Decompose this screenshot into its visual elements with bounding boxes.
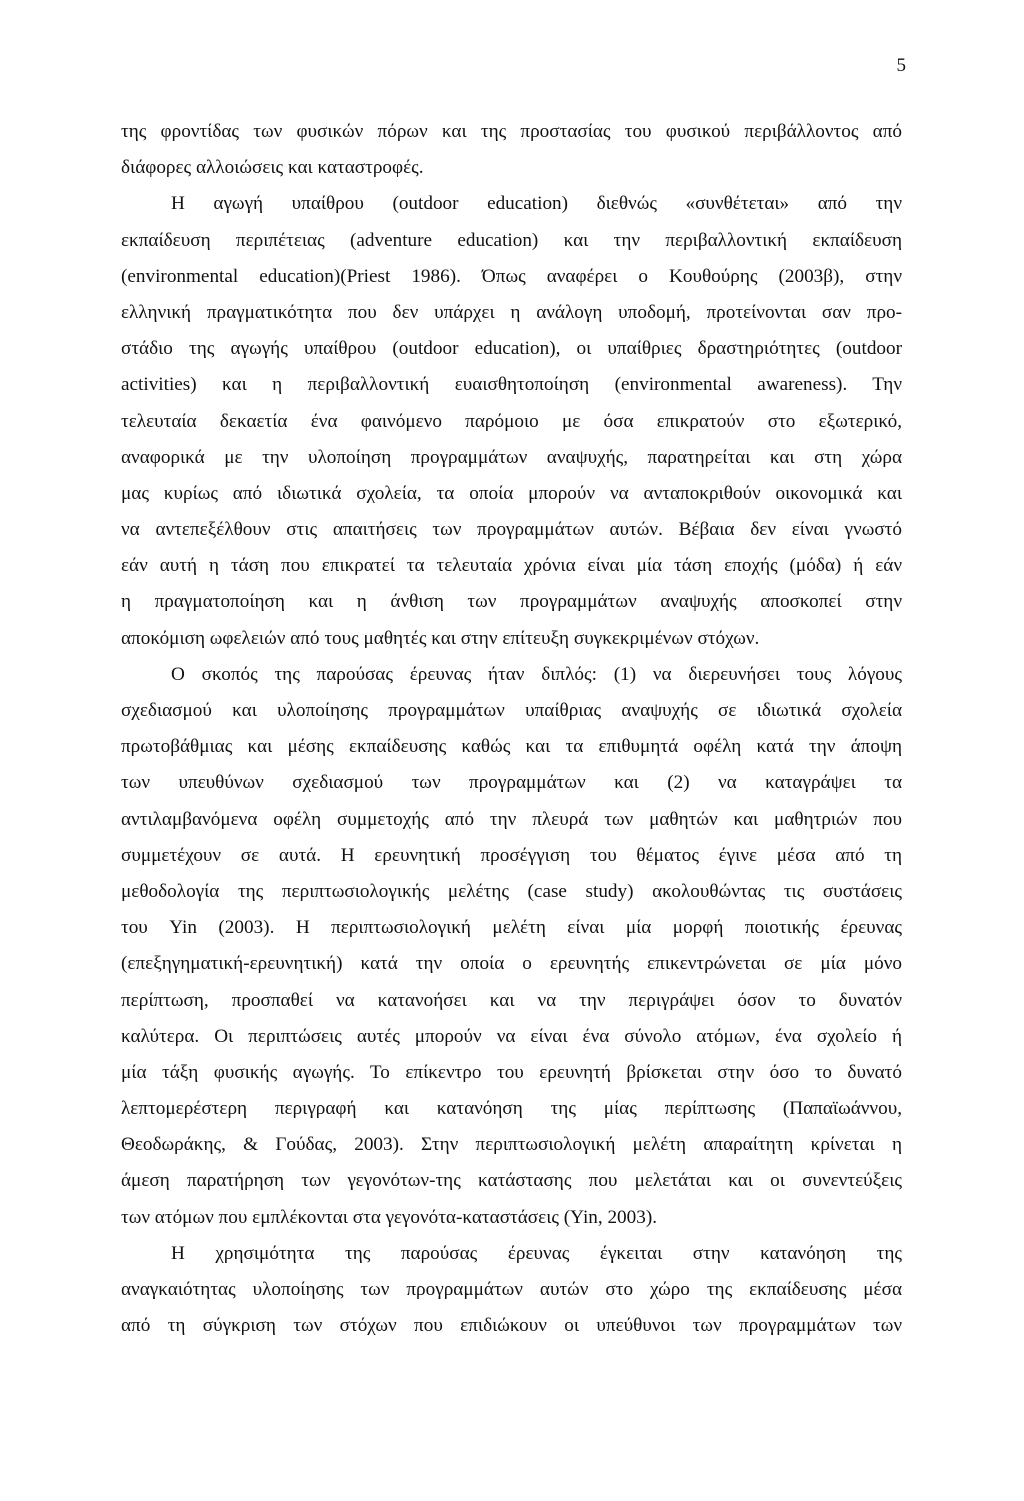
text-line: διάφορες αλλοιώσεις και καταστροφές. (121, 157, 424, 179)
body-text (121, 114, 902, 1344)
text-line: (επεξηγηματική-ερευνητική) κατά την οποία ο ερευνητής επικεντρώνεται σε μία μόνο (121, 953, 902, 975)
text-line: περίπτωση, προσπαθεί να κατανοήσει και να την περιγράψει όσον το δυνατόν (121, 989, 902, 1011)
text-line: συμμετέχουν σε αυτά. Η ερευνητική προσέγγιση του θέματος έγινε μέσα από τη (121, 844, 902, 866)
text-line: αναγκαιότητας υλοποίησης των προγραμμάτων αυτών στο χώρο της εκπαίδευσης μέσα (121, 1279, 902, 1300)
text-line: Η αγωγή υπαίθρου (outdoor education) διεθνώς «συνθέτεται» από την (171, 193, 902, 215)
text-line: Θεοδωράκης, & Γούδας, 2003). Στην περιπτωσιολογική μελέτη απαραίτητη κρίνεται η (121, 1134, 902, 1156)
text-line: αναφορικά με την υλοποίηση προγραμμάτων αναψυχής, παρατηρείται και στη χώρα (121, 446, 902, 468)
text-line: εάν αυτή η τάση που επικρατεί τα τελευταία χρόνια είναι μία τάση εποχής (μόδα) ή εάν (121, 555, 902, 577)
text-line: λεπτομερέστερη περιγραφή και κατανόηση της μίας περίπτωσης (Παπαϊωάννου, (121, 1098, 902, 1120)
text-line: στάδιο της αγωγής υπαίθρου (outdoor education), οι υπαίθριες δραστηριότητες (outdoor (121, 338, 902, 360)
text-line: σχεδιασμού και υλοποίησης προγραμμάτων υπαίθριας αναψυχής σε ιδιωτικά σχολεία (121, 700, 902, 721)
text-line: (environmental education)(Priest 1986). Όπως αναφέρει ο Κουθούρης (2003β), στην (121, 265, 902, 287)
text-line: της φροντίδας των φυσικών πόρων και της προστασίας του φυσικού περιβάλλοντος από (121, 121, 902, 142)
text-line: μία τάξη φυσικής αγωγής. Το επίκεντρο του ερευνητή βρίσκεται στην όσο το δυνατό (121, 1061, 902, 1083)
text-line: μεθοδολογία της περιπτωσιολογικής μελέτης (case study) ακολουθώντας τις συστάσεις (121, 880, 902, 902)
text-line: ελληνική πραγματικότητα που δεν υπάρχει η ανάλογη υποδομή, προτείνονται σαν προ- (121, 301, 902, 323)
text-line: Ο σκοπός της παρούσας έρευνας ήταν διπλός: (1) να διερευνήσει τους λόγους (171, 663, 902, 685)
text-line: καλύτερα. Οι περιπτώσεις αυτές μπορούν να είναι ένα σύνολο ατόμων, ένα σχολείο ή (121, 1025, 902, 1047)
text-line: μας κυρίως από ιδιωτικά σχολεία, τα οποία μπορούν να ανταποκριθούν οικονομικά και (121, 482, 902, 504)
text-line: άμεση παρατήρηση των γεγονότων-της κατάστασης που μελετάται και οι συνεντεύξεις (121, 1170, 902, 1192)
text-line: εκπαίδευση περιπέτειας (adventure education) και την περιβαλλοντική εκπαίδευση (121, 229, 902, 251)
text-line: να αντεπεξέλθουν στις απαιτήσεις των προγραμμάτων αυτών. Βέβαια δεν είναι γνωστό (121, 519, 902, 541)
page-number: 5 (896, 55, 906, 76)
text-line: αποκόμιση ωφελειών από τους μαθητές και στην επίτευξη συγκεκριμένων στόχων. (121, 627, 760, 649)
text-line: από τη σύγκριση των στόχων που επιδιώκουν οι υπεύθυνοι των προγραμμάτων των (121, 1315, 902, 1337)
text-line: η πραγματοποίηση και η άνθιση των προγραμμάτων αναψυχής αποσκοπεί στην (121, 591, 902, 613)
text-line: activities) και η περιβαλλοντική ευαισθητοποίηση (environmental awareness). Την (121, 374, 902, 396)
text-line: αντιλαμβανόμενα οφέλη συμμετοχής από την πλευρά των μαθητών και μαθητριών που (121, 808, 902, 830)
text-line: των υπευθύνων σχεδιασμού των προγραμμάτων και (2) να καταγράψει τα (121, 772, 902, 794)
text-line: των ατόμων που εμπλέκονται στα γεγονότα-καταστάσεις (Yin, 2003). (121, 1206, 658, 1228)
text-line: Η χρησιμότητα της παρούσας έρευνας έγκειται στην κατανόηση της (171, 1242, 902, 1264)
text-line: τελευταία δεκαετία ένα φαινόμενο παρόμοιο με όσα επικρατούν στο εξωτερικό, (121, 410, 902, 432)
text-line: του Yin (2003). Η περιπτωσιολογική μελέτη είναι μία μορφή ποιοτικής έρευνας (121, 917, 902, 939)
text-line: πρωτοβάθμιας και μέσης εκπαίδευσης καθώς και τα επιθυμητά οφέλη κατά την άποψη (121, 736, 902, 758)
